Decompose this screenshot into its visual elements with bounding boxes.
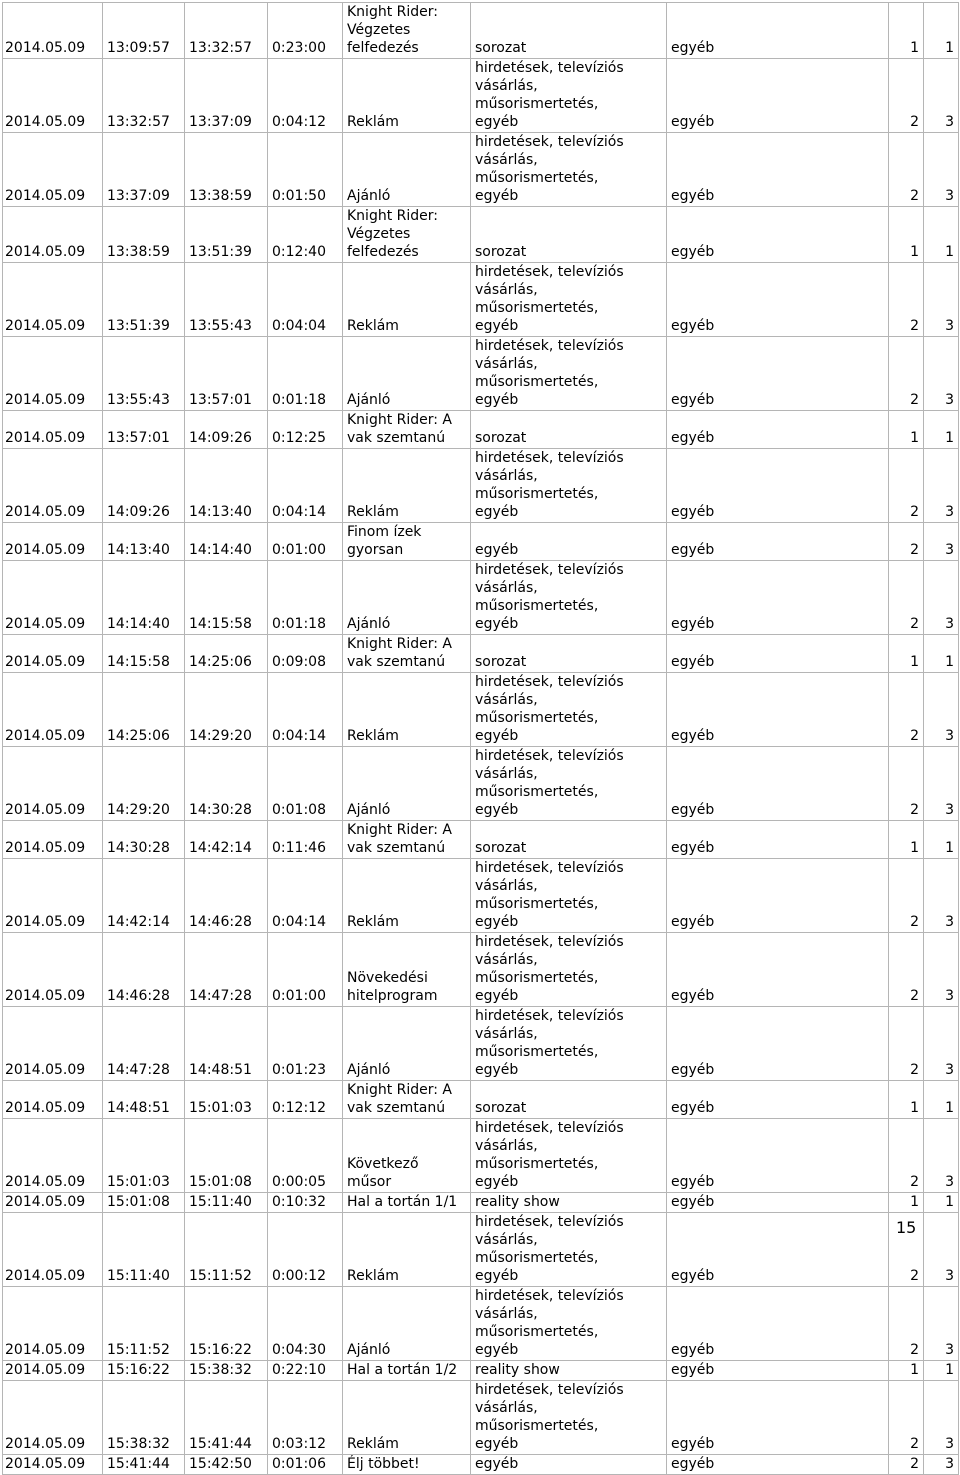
category-cell: egyéb bbox=[667, 747, 889, 821]
date-cell: 2014.05.09 bbox=[3, 859, 103, 933]
code-a-cell: 2 bbox=[889, 1287, 924, 1361]
date-cell: 2014.05.09 bbox=[3, 1193, 103, 1213]
category-cell: egyéb bbox=[667, 1213, 889, 1287]
table-row bbox=[3, 747, 959, 821]
program-title-cell: Knight Rider: Végzetes felfedezés bbox=[343, 3, 471, 59]
date-cell: 2014.05.09 bbox=[3, 449, 103, 523]
genre-cell: sorozat bbox=[471, 3, 667, 59]
duration-cell: 0:01:18 bbox=[268, 561, 343, 635]
duration-cell: 0:04:12 bbox=[268, 59, 343, 133]
end-time-cell: 15:16:22 bbox=[185, 1287, 268, 1361]
start-time-cell: 14:14:40 bbox=[103, 561, 185, 635]
date-cell: 2014.05.09 bbox=[3, 1081, 103, 1119]
start-time-cell: 15:16:22 bbox=[103, 1361, 185, 1381]
date-cell: 2014.05.09 bbox=[3, 1287, 103, 1361]
category-cell: egyéb bbox=[667, 635, 889, 673]
category-cell: egyéb bbox=[667, 1455, 889, 1475]
category-cell: egyéb bbox=[667, 1119, 889, 1193]
code-a-cell: 2 bbox=[889, 1213, 924, 1287]
category-cell: egyéb bbox=[667, 821, 889, 859]
code-a-cell: 1 bbox=[889, 1361, 924, 1381]
code-a-cell: 2 bbox=[889, 523, 924, 561]
start-time-cell: 14:29:20 bbox=[103, 747, 185, 821]
table-row bbox=[3, 207, 959, 263]
code-b-cell: 3 bbox=[924, 747, 959, 821]
program-title-cell: Ajánló bbox=[343, 133, 471, 207]
program-title-cell: Ajánló bbox=[343, 747, 471, 821]
code-b-cell: 1 bbox=[924, 1361, 959, 1381]
code-b-cell: 3 bbox=[924, 561, 959, 635]
category-cell: egyéb bbox=[667, 449, 889, 523]
duration-cell: 0:23:00 bbox=[268, 3, 343, 59]
code-a-cell: 1 bbox=[889, 411, 924, 449]
program-title-cell: Finom ízek gyorsan bbox=[343, 523, 471, 561]
code-b-cell: 3 bbox=[924, 1287, 959, 1361]
date-cell: 2014.05.09 bbox=[3, 133, 103, 207]
start-time-cell: 15:41:44 bbox=[103, 1455, 185, 1475]
category-cell: egyéb bbox=[667, 133, 889, 207]
category-cell: egyéb bbox=[667, 1081, 889, 1119]
code-b-cell: 3 bbox=[924, 1007, 959, 1081]
end-time-cell: 14:13:40 bbox=[185, 449, 268, 523]
code-b-cell: 1 bbox=[924, 411, 959, 449]
code-a-cell: 1 bbox=[889, 207, 924, 263]
end-time-cell: 15:42:50 bbox=[185, 1455, 268, 1475]
table-row bbox=[3, 1287, 959, 1361]
date-cell: 2014.05.09 bbox=[3, 1007, 103, 1081]
end-time-cell: 14:09:26 bbox=[185, 411, 268, 449]
end-time-cell: 14:29:20 bbox=[185, 673, 268, 747]
start-time-cell: 14:13:40 bbox=[103, 523, 185, 561]
end-time-cell: 15:01:08 bbox=[185, 1119, 268, 1193]
genre-cell: sorozat bbox=[471, 207, 667, 263]
category-cell: egyéb bbox=[667, 263, 889, 337]
date-cell: 2014.05.09 bbox=[3, 59, 103, 133]
genre-cell: hirdetések, televíziós vásárlás, műsorismertetés, egyéb bbox=[471, 337, 667, 411]
program-title-cell: Hal a tortán 1/2 bbox=[343, 1361, 471, 1381]
end-time-cell: 15:11:52 bbox=[185, 1213, 268, 1287]
program-title-cell: Reklám bbox=[343, 449, 471, 523]
table-row bbox=[3, 821, 959, 859]
start-time-cell: 13:51:39 bbox=[103, 263, 185, 337]
genre-cell: hirdetések, televíziós vásárlás, műsorismertetés, egyéb bbox=[471, 933, 667, 1007]
start-time-cell: 14:42:14 bbox=[103, 859, 185, 933]
start-time-cell: 14:30:28 bbox=[103, 821, 185, 859]
end-time-cell: 14:25:06 bbox=[185, 635, 268, 673]
code-a-cell: 2 bbox=[889, 561, 924, 635]
genre-cell: reality show bbox=[471, 1361, 667, 1381]
end-time-cell: 13:38:59 bbox=[185, 133, 268, 207]
program-title-cell: Növekedési hitelprogram bbox=[343, 933, 471, 1007]
date-cell: 2014.05.09 bbox=[3, 1361, 103, 1381]
code-a-cell: 2 bbox=[889, 1381, 924, 1455]
end-time-cell: 15:01:03 bbox=[185, 1081, 268, 1119]
end-time-cell: 13:32:57 bbox=[185, 3, 268, 59]
table-row bbox=[3, 933, 959, 1007]
end-time-cell: 14:48:51 bbox=[185, 1007, 268, 1081]
end-time-cell: 15:38:32 bbox=[185, 1361, 268, 1381]
code-b-cell: 3 bbox=[924, 859, 959, 933]
program-title-cell: Élj többet! bbox=[343, 1455, 471, 1475]
code-a-cell: 2 bbox=[889, 337, 924, 411]
program-title-cell: Ajánló bbox=[343, 337, 471, 411]
start-time-cell: 15:11:52 bbox=[103, 1287, 185, 1361]
genre-cell: reality show bbox=[471, 1193, 667, 1213]
program-title-cell: Hal a tortán 1/1 bbox=[343, 1193, 471, 1213]
duration-cell: 0:04:14 bbox=[268, 673, 343, 747]
start-time-cell: 13:09:57 bbox=[103, 3, 185, 59]
code-a-cell: 1 bbox=[889, 3, 924, 59]
start-time-cell: 15:01:03 bbox=[103, 1119, 185, 1193]
duration-cell: 0:01:23 bbox=[268, 1007, 343, 1081]
genre-cell: sorozat bbox=[471, 411, 667, 449]
genre-cell: hirdetések, televíziós vásárlás, műsorismertetés, egyéb bbox=[471, 561, 667, 635]
table-row bbox=[3, 1081, 959, 1119]
table-row bbox=[3, 859, 959, 933]
code-b-cell: 1 bbox=[924, 1081, 959, 1119]
date-cell: 2014.05.09 bbox=[3, 1213, 103, 1287]
code-a-cell: 2 bbox=[889, 747, 924, 821]
code-b-cell: 1 bbox=[924, 1193, 959, 1213]
genre-cell: hirdetések, televíziós vásárlás, műsorismertetés, egyéb bbox=[471, 1381, 667, 1455]
end-time-cell: 15:11:40 bbox=[185, 1193, 268, 1213]
duration-cell: 0:01:00 bbox=[268, 933, 343, 1007]
category-cell: egyéb bbox=[667, 673, 889, 747]
program-title-cell: Ajánló bbox=[343, 1287, 471, 1361]
end-time-cell: 13:57:01 bbox=[185, 337, 268, 411]
table-row bbox=[3, 635, 959, 673]
duration-cell: 0:04:14 bbox=[268, 449, 343, 523]
duration-cell: 0:01:00 bbox=[268, 523, 343, 561]
end-time-cell: 14:46:28 bbox=[185, 859, 268, 933]
duration-cell: 0:01:18 bbox=[268, 337, 343, 411]
code-b-cell: 1 bbox=[924, 635, 959, 673]
code-a-cell: 2 bbox=[889, 133, 924, 207]
end-time-cell: 14:47:28 bbox=[185, 933, 268, 1007]
genre-cell: hirdetések, televíziós vásárlás, műsorismertetés, egyéb bbox=[471, 133, 667, 207]
end-time-cell: 15:41:44 bbox=[185, 1381, 268, 1455]
table-row bbox=[3, 1381, 959, 1455]
code-a-cell: 2 bbox=[889, 263, 924, 337]
start-time-cell: 14:47:28 bbox=[103, 1007, 185, 1081]
code-b-cell: 3 bbox=[924, 133, 959, 207]
code-b-cell: 3 bbox=[924, 1213, 959, 1287]
program-title-cell: Ajánló bbox=[343, 561, 471, 635]
duration-cell: 0:09:08 bbox=[268, 635, 343, 673]
date-cell: 2014.05.09 bbox=[3, 635, 103, 673]
date-cell: 2014.05.09 bbox=[3, 933, 103, 1007]
program-title-cell: Következő műsor bbox=[343, 1119, 471, 1193]
end-time-cell: 13:37:09 bbox=[185, 59, 268, 133]
category-cell: egyéb bbox=[667, 1361, 889, 1381]
table-row bbox=[3, 1119, 959, 1193]
category-cell: egyéb bbox=[667, 933, 889, 1007]
table-row bbox=[3, 523, 959, 561]
code-b-cell: 1 bbox=[924, 207, 959, 263]
program-title-cell: Knight Rider: A vak szemtanú bbox=[343, 411, 471, 449]
program-title-cell: Knight Rider: A vak szemtanú bbox=[343, 821, 471, 859]
genre-cell: hirdetések, televíziós vásárlás, műsorismertetés, egyéb bbox=[471, 1007, 667, 1081]
code-a-cell: 2 bbox=[889, 933, 924, 1007]
category-cell: egyéb bbox=[667, 859, 889, 933]
table-row bbox=[3, 561, 959, 635]
duration-cell: 0:10:32 bbox=[268, 1193, 343, 1213]
genre-cell: hirdetések, televíziós vásárlás, műsorismertetés, egyéb bbox=[471, 59, 667, 133]
duration-cell: 0:12:40 bbox=[268, 207, 343, 263]
table-row bbox=[3, 1361, 959, 1381]
code-a-cell: 1 bbox=[889, 1193, 924, 1213]
code-b-cell: 1 bbox=[924, 821, 959, 859]
code-a-cell: 2 bbox=[889, 1455, 924, 1475]
table-row bbox=[3, 3, 959, 59]
program-title-cell: Knight Rider: Végzetes felfedezés bbox=[343, 207, 471, 263]
code-b-cell: 3 bbox=[924, 449, 959, 523]
category-cell: egyéb bbox=[667, 1193, 889, 1213]
start-time-cell: 13:32:57 bbox=[103, 59, 185, 133]
table-row bbox=[3, 1193, 959, 1213]
genre-cell: hirdetések, televíziós vásárlás, műsorismertetés, egyéb bbox=[471, 449, 667, 523]
code-a-cell: 2 bbox=[889, 1119, 924, 1193]
program-title-cell: Reklám bbox=[343, 1381, 471, 1455]
duration-cell: 0:22:10 bbox=[268, 1361, 343, 1381]
start-time-cell: 13:55:43 bbox=[103, 337, 185, 411]
duration-cell: 0:12:12 bbox=[268, 1081, 343, 1119]
code-b-cell: 3 bbox=[924, 1455, 959, 1475]
start-time-cell: 14:48:51 bbox=[103, 1081, 185, 1119]
table-row bbox=[3, 411, 959, 449]
date-cell: 2014.05.09 bbox=[3, 3, 103, 59]
start-time-cell: 13:57:01 bbox=[103, 411, 185, 449]
duration-cell: 0:12:25 bbox=[268, 411, 343, 449]
category-cell: egyéb bbox=[667, 1381, 889, 1455]
duration-cell: 0:01:50 bbox=[268, 133, 343, 207]
end-time-cell: 13:51:39 bbox=[185, 207, 268, 263]
code-a-cell: 1 bbox=[889, 635, 924, 673]
genre-cell: hirdetések, televíziós vásárlás, műsorismertetés, egyéb bbox=[471, 1213, 667, 1287]
duration-cell: 0:00:05 bbox=[268, 1119, 343, 1193]
date-cell: 2014.05.09 bbox=[3, 561, 103, 635]
program-title-cell: Reklám bbox=[343, 1213, 471, 1287]
genre-cell: hirdetések, televíziós vásárlás, műsorismertetés, egyéb bbox=[471, 1119, 667, 1193]
start-time-cell: 15:11:40 bbox=[103, 1213, 185, 1287]
date-cell: 2014.05.09 bbox=[3, 673, 103, 747]
duration-cell: 0:04:04 bbox=[268, 263, 343, 337]
genre-cell: hirdetések, televíziós vásárlás, műsorismertetés, egyéb bbox=[471, 263, 667, 337]
table-row bbox=[3, 673, 959, 747]
genre-cell: hirdetések, televíziós vásárlás, műsorismertetés, egyéb bbox=[471, 1287, 667, 1361]
page-number: 15 bbox=[896, 1218, 917, 1237]
start-time-cell: 15:38:32 bbox=[103, 1381, 185, 1455]
schedule-rows bbox=[3, 3, 959, 1475]
code-a-cell: 1 bbox=[889, 821, 924, 859]
date-cell: 2014.05.09 bbox=[3, 207, 103, 263]
program-title-cell: Ajánló bbox=[343, 1007, 471, 1081]
category-cell: egyéb bbox=[667, 59, 889, 133]
table-row bbox=[3, 1455, 959, 1475]
duration-cell: 0:04:14 bbox=[268, 859, 343, 933]
genre-cell: egyéb bbox=[471, 523, 667, 561]
end-time-cell: 13:55:43 bbox=[185, 263, 268, 337]
category-cell: egyéb bbox=[667, 411, 889, 449]
table-row bbox=[3, 263, 959, 337]
category-cell: egyéb bbox=[667, 523, 889, 561]
start-time-cell: 14:46:28 bbox=[103, 933, 185, 1007]
code-b-cell: 3 bbox=[924, 59, 959, 133]
genre-cell: egyéb bbox=[471, 1455, 667, 1475]
code-b-cell: 3 bbox=[924, 1119, 959, 1193]
date-cell: 2014.05.09 bbox=[3, 523, 103, 561]
code-b-cell: 3 bbox=[924, 933, 959, 1007]
code-a-cell: 2 bbox=[889, 673, 924, 747]
end-time-cell: 14:42:14 bbox=[185, 821, 268, 859]
code-b-cell: 3 bbox=[924, 337, 959, 411]
genre-cell: sorozat bbox=[471, 635, 667, 673]
start-time-cell: 13:37:09 bbox=[103, 133, 185, 207]
code-b-cell: 3 bbox=[924, 1381, 959, 1455]
broadcast-schedule-table bbox=[2, 2, 959, 1475]
start-time-cell: 13:38:59 bbox=[103, 207, 185, 263]
category-cell: egyéb bbox=[667, 207, 889, 263]
program-title-cell: Reklám bbox=[343, 59, 471, 133]
category-cell: egyéb bbox=[667, 561, 889, 635]
code-a-cell: 2 bbox=[889, 449, 924, 523]
genre-cell: sorozat bbox=[471, 1081, 667, 1119]
table-row bbox=[3, 337, 959, 411]
date-cell: 2014.05.09 bbox=[3, 1381, 103, 1455]
code-a-cell: 2 bbox=[889, 859, 924, 933]
date-cell: 2014.05.09 bbox=[3, 1455, 103, 1475]
category-cell: egyéb bbox=[667, 1287, 889, 1361]
duration-cell: 0:00:12 bbox=[268, 1213, 343, 1287]
program-title-cell: Reklám bbox=[343, 263, 471, 337]
duration-cell: 0:01:06 bbox=[268, 1455, 343, 1475]
table-row bbox=[3, 59, 959, 133]
date-cell: 2014.05.09 bbox=[3, 821, 103, 859]
table-row bbox=[3, 1213, 959, 1287]
code-a-cell: 2 bbox=[889, 1007, 924, 1081]
genre-cell: hirdetések, televíziós vásárlás, műsorismertetés, egyéb bbox=[471, 859, 667, 933]
genre-cell: hirdetések, televíziós vásárlás, műsorismertetés, egyéb bbox=[471, 673, 667, 747]
end-time-cell: 14:30:28 bbox=[185, 747, 268, 821]
code-b-cell: 3 bbox=[924, 263, 959, 337]
start-time-cell: 15:01:08 bbox=[103, 1193, 185, 1213]
code-b-cell: 3 bbox=[924, 523, 959, 561]
code-a-cell: 2 bbox=[889, 59, 924, 133]
start-time-cell: 14:09:26 bbox=[103, 449, 185, 523]
program-title-cell: Reklám bbox=[343, 859, 471, 933]
end-time-cell: 14:15:58 bbox=[185, 561, 268, 635]
end-time-cell: 14:14:40 bbox=[185, 523, 268, 561]
program-title-cell: Knight Rider: A vak szemtanú bbox=[343, 1081, 471, 1119]
table-row bbox=[3, 449, 959, 523]
category-cell: egyéb bbox=[667, 337, 889, 411]
table-row bbox=[3, 133, 959, 207]
code-b-cell: 3 bbox=[924, 673, 959, 747]
date-cell: 2014.05.09 bbox=[3, 747, 103, 821]
date-cell: 2014.05.09 bbox=[3, 263, 103, 337]
genre-cell: hirdetések, televíziós vásárlás, műsorismertetés, egyéb bbox=[471, 747, 667, 821]
code-b-cell: 1 bbox=[924, 3, 959, 59]
category-cell: egyéb bbox=[667, 3, 889, 59]
program-title-cell: Reklám bbox=[343, 673, 471, 747]
genre-cell: sorozat bbox=[471, 821, 667, 859]
program-title-cell: Knight Rider: A vak szemtanú bbox=[343, 635, 471, 673]
duration-cell: 0:03:12 bbox=[268, 1381, 343, 1455]
start-time-cell: 14:25:06 bbox=[103, 673, 185, 747]
date-cell: 2014.05.09 bbox=[3, 411, 103, 449]
duration-cell: 0:04:30 bbox=[268, 1287, 343, 1361]
category-cell: egyéb bbox=[667, 1007, 889, 1081]
table-row bbox=[3, 1007, 959, 1081]
date-cell: 2014.05.09 bbox=[3, 1119, 103, 1193]
start-time-cell: 14:15:58 bbox=[103, 635, 185, 673]
duration-cell: 0:11:46 bbox=[268, 821, 343, 859]
duration-cell: 0:01:08 bbox=[268, 747, 343, 821]
code-a-cell: 1 bbox=[889, 1081, 924, 1119]
date-cell: 2014.05.09 bbox=[3, 337, 103, 411]
